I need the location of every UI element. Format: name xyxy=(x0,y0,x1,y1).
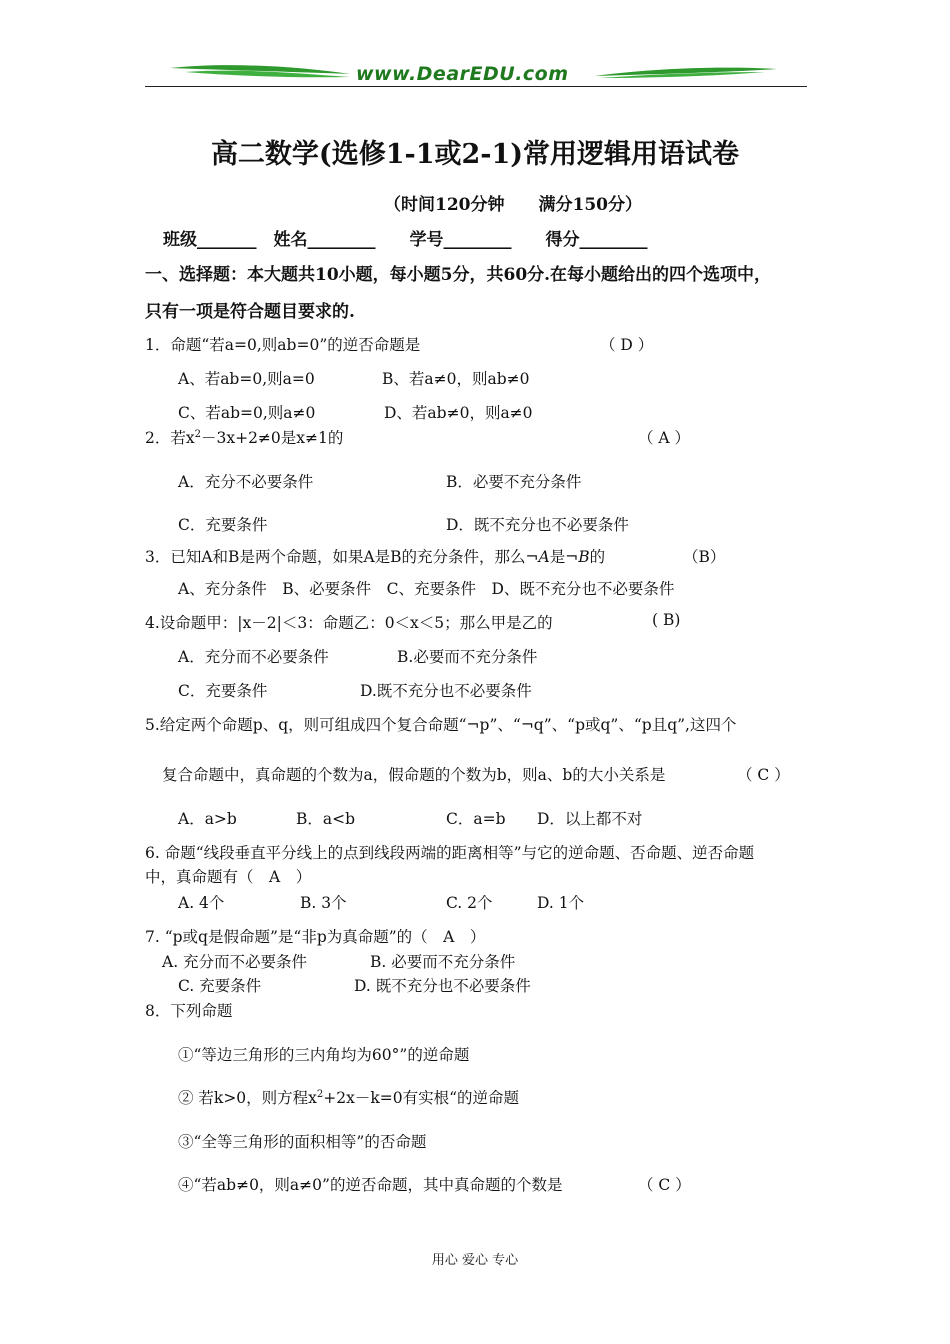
question-2-stem xyxy=(145,426,343,448)
question-2-stem-pre: 2．若x xyxy=(145,429,195,447)
section-heading-line1: 一、选择题：本大题共10小题，每小题5分，共60分.在每小题给出的四个选项中， xyxy=(145,265,772,285)
question-8-item-1: ①“等边三角形的三内角均为60°”的逆命题 xyxy=(178,1046,470,1064)
question-8-answer: （ C ） xyxy=(638,1176,691,1194)
question-4-option-b: B.必要而不充分条件 xyxy=(397,648,538,666)
exam-time-score: （时间120分钟 满分150分） xyxy=(384,195,642,215)
question-3-options: A、充分条件 B、必要条件 C、充要条件 D、既不充分也不必要条件 xyxy=(178,580,675,598)
logo-text: www.DearEDU.com xyxy=(356,63,569,85)
question-4-option-c: C．充要条件 xyxy=(178,682,268,700)
question-5-option-b: B．a<b xyxy=(296,810,356,828)
question-2-option-b: B．必要不充分条件 xyxy=(446,473,582,491)
header-divider xyxy=(145,86,807,87)
question-8-item-2-sup: 2 xyxy=(316,1088,324,1100)
question-2-answer: （ A ） xyxy=(638,429,691,447)
question-5-line1: 5.给定两个命题p、q，则可组成四个复合命题“¬p”、“¬q”、“p或q”、“p且q”,这四个 xyxy=(145,716,737,734)
question-8-item-2-pre: ② 若k>0，则方程x xyxy=(178,1089,317,1107)
question-4-option-d: D.既不充分也不必要条件 xyxy=(360,682,532,700)
question-5-line2: 复合命题中，真命题的个数为a，假命题的个数为b，则a、b的大小关系是 xyxy=(162,766,666,784)
question-5-option-c: C．a=b xyxy=(446,810,506,828)
question-1-option-a: A、若ab=0,则a=0 xyxy=(178,370,315,388)
question-5-option-d: D．以上都不对 xyxy=(537,810,643,828)
question-6-option-c: C. 2个 xyxy=(446,894,493,912)
page-title: 高二数学(选修1-1或2-1)常用逻辑用语试卷 xyxy=(210,139,740,170)
question-5-answer: （ C ） xyxy=(737,766,790,784)
question-6-line2: 中，真命题有（ A ） xyxy=(145,868,312,886)
question-3-stem-b: 是 xyxy=(549,548,566,566)
question-6-line1: 6. 命题“线段垂直平分线上的点到线段两端的距离相等”与它的逆命题、否命题、逆否命题 xyxy=(145,844,755,862)
question-1-option-c: C、若ab=0,则a≠0 xyxy=(178,404,316,422)
question-1-option-d: D、若ab≠0，则a≠0 xyxy=(384,404,533,422)
student-info-line: 班级_______ 姓名________ 学号________ 得分________ xyxy=(163,230,648,250)
question-4-option-a: A．充分而不必要条件 xyxy=(178,648,329,666)
question-3-neg-b: ¬B xyxy=(565,548,590,566)
question-3-neg-a: ¬A xyxy=(525,548,550,566)
question-8-stem: 8．下列命题 xyxy=(145,1002,233,1020)
question-7-option-a: A. 充分而不必要条件 xyxy=(162,953,308,971)
question-5-option-a: A．a>b xyxy=(178,810,237,828)
question-2-option-c: C．充要条件 xyxy=(178,516,268,534)
question-4-stem: 4.设命题甲：|x－2|＜3：命题乙：0＜x＜5；那么甲是乙的 xyxy=(145,614,553,632)
question-8-item-2 xyxy=(178,1086,519,1108)
question-3-answer: （B） xyxy=(683,548,726,566)
question-7-option-d: D. 既不充分也不必要条件 xyxy=(354,977,531,995)
question-6-option-a: A. 4个 xyxy=(178,894,225,912)
question-6-option-d: D. 1个 xyxy=(537,894,585,912)
question-3-stem-c: 的 xyxy=(589,548,606,566)
question-8-item-2-post: +2x－k=0有实根“的逆命题 xyxy=(323,1089,520,1107)
question-6-option-b: B. 3个 xyxy=(300,894,347,912)
question-3-stem-a: 3．已知A和B是两个命题，如果A是B的充分条件，那么 xyxy=(145,548,526,566)
section-heading-line2: 只有一项是符合题目要求的. xyxy=(145,302,355,322)
question-1-stem: 1．命题“若a=0,则ab=0”的逆否命题是 xyxy=(145,336,421,354)
question-8-item-3: ③“全等三角形的面积相等”的否命题 xyxy=(178,1133,427,1151)
page-footer: 用心 爱心 专心 xyxy=(431,1253,519,1268)
question-7-stem: 7. “p或q是假命题”是“非p为真命题”的（ A ） xyxy=(145,928,486,946)
question-2-sup: 2 xyxy=(194,428,201,440)
question-4-answer: ( B) xyxy=(652,611,681,629)
question-8-item-4: ④“若ab≠0，则a≠0”的逆否命题，其中真命题的个数是 xyxy=(178,1176,563,1194)
question-7-option-c: C. 充要条件 xyxy=(178,977,262,995)
question-3-stem xyxy=(145,545,605,567)
question-1-answer: （ D ） xyxy=(600,336,654,354)
question-7-option-b: B. 必要而不充分条件 xyxy=(370,953,516,971)
question-2-option-a: A．充分不必要条件 xyxy=(178,473,314,491)
question-1-option-b: B、若a≠0，则ab≠0 xyxy=(382,370,530,388)
question-2-stem-post: －3x+2≠0是x≠1的 xyxy=(200,429,344,447)
question-2-option-d: D．既不充分也不必要条件 xyxy=(446,516,629,534)
